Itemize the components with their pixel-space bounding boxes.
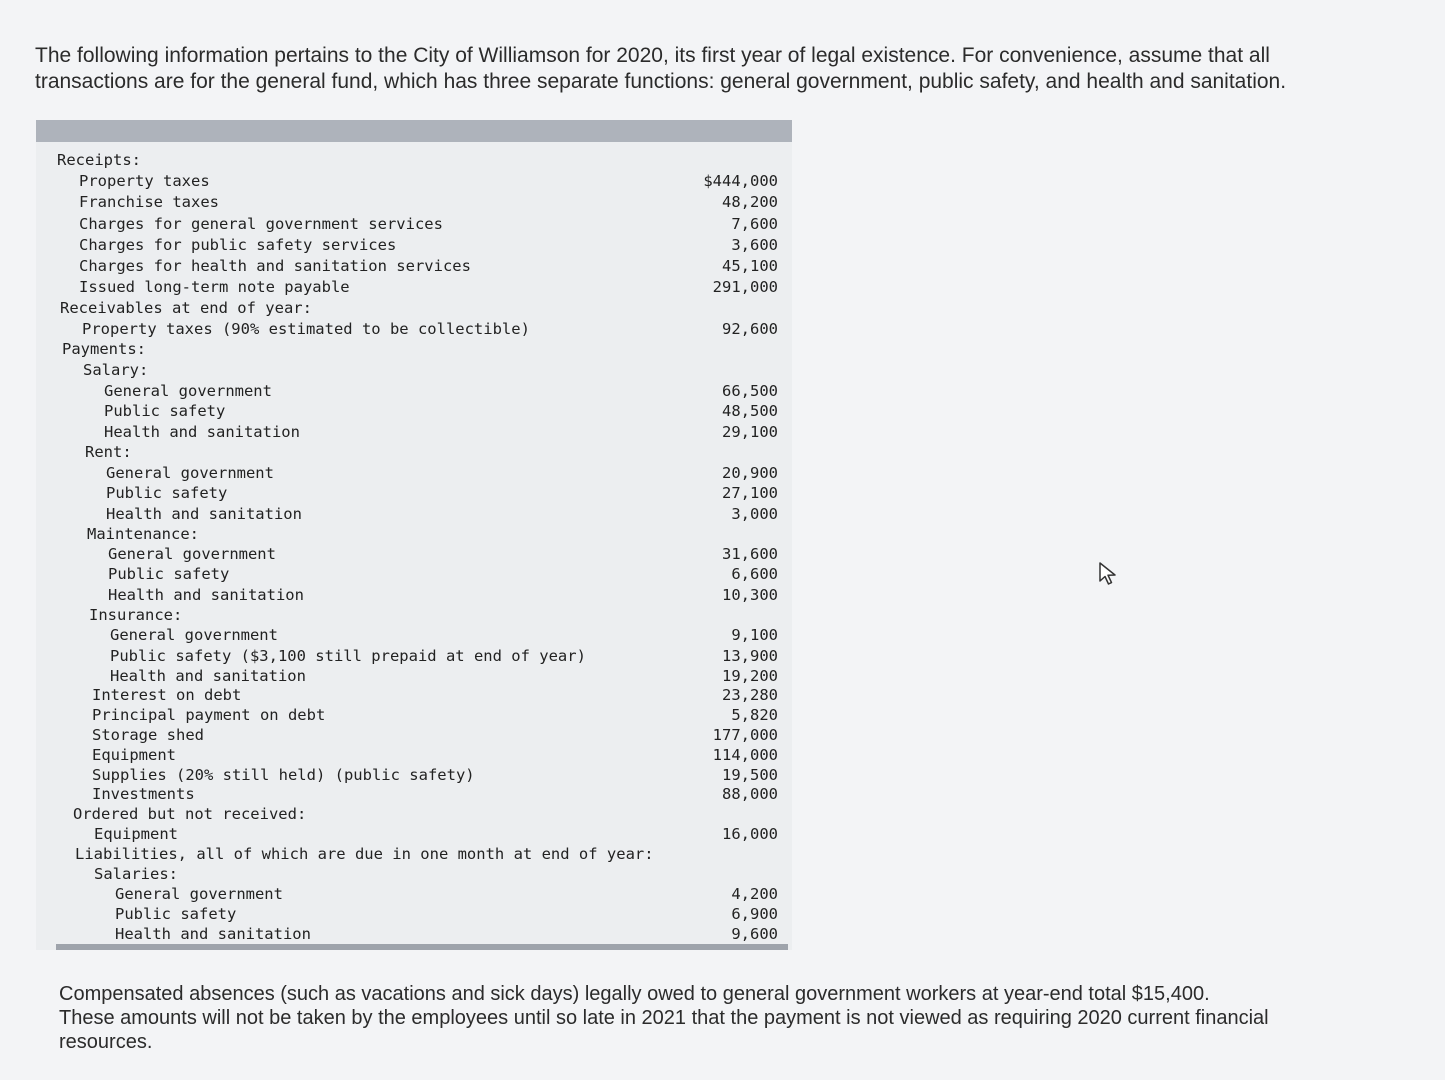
table-row — [36, 171, 792, 191]
table-row — [36, 605, 792, 625]
table-row — [36, 625, 792, 645]
table-row — [36, 504, 792, 524]
table-row — [36, 725, 792, 745]
row-label: Salaries: — [94, 865, 178, 883]
row-label: Health and sanitation — [106, 505, 302, 523]
table-row — [36, 745, 792, 765]
table-row — [36, 483, 792, 503]
table-row — [36, 381, 792, 401]
row-amount: 10,300 — [722, 586, 778, 604]
table-row — [36, 442, 792, 462]
table-row — [36, 685, 792, 705]
table-row — [36, 401, 792, 421]
row-amount: 19,200 — [722, 667, 778, 685]
table-row — [36, 544, 792, 564]
row-amount: 5,820 — [731, 706, 778, 724]
row-amount: $444,000 — [703, 172, 778, 190]
table-header-bar — [36, 120, 792, 142]
row-label: Public safety — [108, 565, 230, 583]
row-amount: 23,280 — [722, 686, 778, 704]
row-label: Supplies (20% still held) (public safety) — [92, 766, 475, 784]
row-label: Insurance: — [89, 606, 183, 624]
row-amount: 31,600 — [722, 545, 778, 563]
row-label: General government — [106, 464, 274, 482]
row-amount: 66,500 — [722, 382, 778, 400]
table-row — [36, 904, 792, 924]
row-amount: 48,500 — [722, 402, 778, 420]
row-label: Charges for health and sanitation services — [79, 257, 471, 275]
row-label: General government — [104, 382, 272, 400]
table-row — [36, 585, 792, 605]
row-label: General government — [108, 545, 276, 563]
table-footer-bar — [56, 944, 788, 950]
row-label: Storage shed — [92, 726, 204, 744]
row-amount: 9,600 — [731, 925, 778, 943]
row-label: Receivables at end of year: — [60, 299, 312, 317]
row-amount: 16,000 — [722, 825, 778, 843]
row-amount: 6,600 — [731, 565, 778, 583]
table-row — [36, 256, 792, 276]
row-label: Issued long-term note payable — [79, 278, 350, 296]
row-amount: 6,900 — [731, 905, 778, 923]
row-label: Health and sanitation — [110, 667, 306, 685]
row-amount: 29,100 — [722, 423, 778, 441]
row-amount: 45,100 — [722, 257, 778, 275]
row-label: Receipts: — [57, 151, 141, 169]
table-row — [36, 884, 792, 904]
table-row — [36, 864, 792, 884]
row-label: Public safety — [106, 484, 228, 502]
row-label: Health and sanitation — [108, 586, 304, 604]
row-amount: 13,900 — [722, 647, 778, 665]
table-row — [36, 824, 792, 844]
table-row — [36, 646, 792, 666]
table-row — [36, 844, 792, 864]
table-row — [36, 463, 792, 483]
row-label: Public safety — [104, 402, 226, 420]
row-label: Liabilities, all of which are due in one month at end of year: — [75, 845, 654, 863]
intro-paragraph: The following information pertains to the City of Williamson for 2020, its first year of legal existence. For convenience, assume that all transactions are for the general fund, which has three separate functions: general government, public safety, and health and sanitation. — [35, 44, 1287, 93]
table-row — [36, 422, 792, 442]
footer-paragraph: Compensated absences (such as vacations and sick days) legally owed to general government workers at year-end total $15,400. These amounts will not be taken by the employees until so late in 2021 that the payment is not viewed as requiring 2020 current financial resources. — [59, 983, 1269, 1053]
row-label: General government — [115, 885, 283, 903]
table-row — [36, 150, 792, 170]
table-row — [36, 564, 792, 584]
row-amount: 20,900 — [722, 464, 778, 482]
table-row — [36, 192, 792, 212]
row-amount: 27,100 — [722, 484, 778, 502]
row-label: Public safety ($3,100 still prepaid at end of year) — [110, 647, 586, 665]
row-label: Maintenance: — [87, 525, 199, 543]
row-label: Rent: — [85, 443, 132, 461]
row-label: Equipment — [92, 746, 176, 764]
table-row — [36, 319, 792, 339]
row-amount: 19,500 — [722, 766, 778, 784]
row-amount: 88,000 — [722, 785, 778, 803]
row-amount: 177,000 — [712, 726, 778, 744]
row-amount: 3,000 — [731, 505, 778, 523]
table-row — [36, 924, 792, 944]
row-label: Equipment — [94, 825, 178, 843]
table-row — [36, 277, 792, 297]
row-label: Franchise taxes — [79, 193, 219, 211]
row-label: Property taxes (90% estimated to be collectible) — [82, 320, 530, 338]
row-label: Investments — [92, 785, 195, 803]
table-row — [36, 666, 792, 686]
table-row — [36, 360, 792, 380]
row-label: Health and sanitation — [115, 925, 311, 943]
row-amount: 3,600 — [731, 236, 778, 254]
table-row — [36, 524, 792, 544]
data-table — [36, 120, 792, 950]
row-label: Health and sanitation — [104, 423, 300, 441]
table-row — [36, 705, 792, 725]
row-label: Salary: — [83, 361, 149, 379]
row-amount: 291,000 — [712, 278, 778, 296]
row-label: Property taxes — [79, 172, 210, 190]
row-label: Charges for public safety services — [79, 236, 397, 254]
row-label: Principal payment on debt — [92, 706, 326, 724]
table-row — [36, 339, 792, 359]
mouse-pointer-icon — [1098, 561, 1120, 587]
row-label: Public safety — [115, 905, 237, 923]
row-amount: 9,100 — [731, 626, 778, 644]
table-row — [36, 214, 792, 234]
table-row — [36, 804, 792, 824]
table-row — [36, 235, 792, 255]
row-label: Interest on debt — [92, 686, 242, 704]
row-amount: 48,200 — [722, 193, 778, 211]
table-row — [36, 765, 792, 785]
table-row — [36, 298, 792, 318]
table-row — [36, 784, 792, 804]
row-label: Ordered but not received: — [73, 805, 307, 823]
row-amount: 114,000 — [712, 746, 778, 764]
row-amount: 4,200 — [731, 885, 778, 903]
row-label: Payments: — [62, 340, 146, 358]
row-amount: 7,600 — [731, 215, 778, 233]
row-label: General government — [110, 626, 278, 644]
row-label: Charges for general government services — [79, 215, 443, 233]
row-amount: 92,600 — [722, 320, 778, 338]
